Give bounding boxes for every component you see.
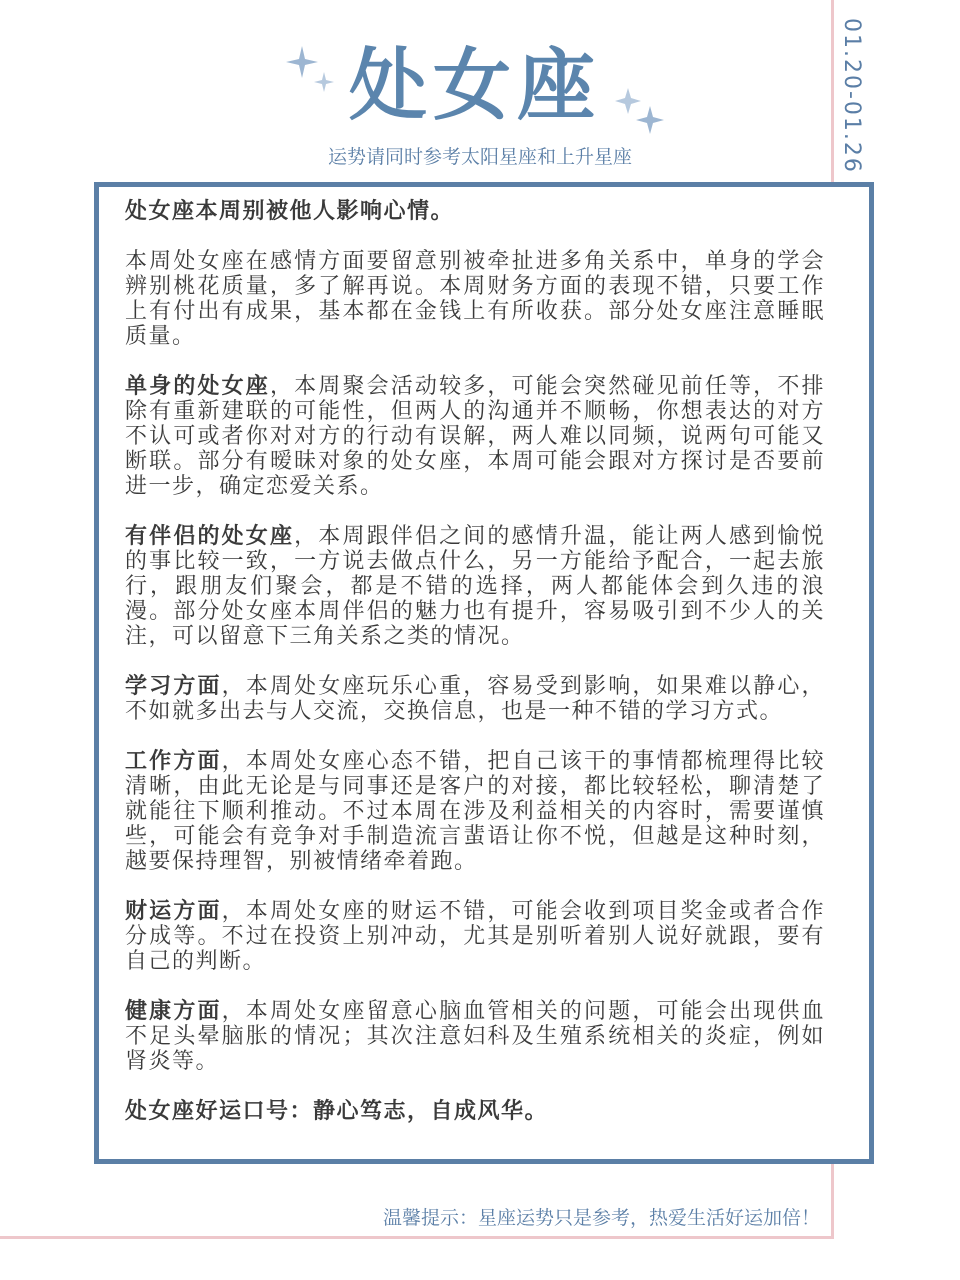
section-text: ，本周跟伴侣之间的感情升温，能让两人感到愉悦的事比较一致，一方说去做点什么，另一方能给予配合，一起去旅行，跟朋友们聚会，都是不错的选择，两人都能体会到久违的浪漫。部分处女座本周伴侣的魅力也有提升，容易吸引到不少人的关注，可以留意下三角关系之类的情况。 <box>125 524 825 649</box>
section-label: 学习方面 <box>125 674 222 699</box>
section-work <box>125 749 825 874</box>
headline: 处女座本周别被他人影响心情。 <box>125 199 455 224</box>
section-single <box>125 374 825 499</box>
horoscope-card <box>94 182 874 1164</box>
section-label: 单身的处女座 <box>125 374 270 399</box>
section-study <box>125 674 825 724</box>
horoscope-content <box>125 199 825 1149</box>
section-label: 财运方面 <box>125 899 222 924</box>
page-title: 处女座 <box>348 41 601 131</box>
sparkle-icon-right <box>612 84 668 140</box>
section-label: 健康方面 <box>125 999 222 1024</box>
section-text: ，本周处女座心态不错，把自己该干的事情都梳理得比较清晰，由此无论是与同事还是客户的对接，都比较轻松，聊清楚了就能往下顺利推动。不过本周在涉及利益相关的内容时，需要谨慎些，可能会有竞争对手制造流言蜚语让你不悦，但越是这种时刻，越要保持理智，别被情绪牵着跑。 <box>125 749 825 874</box>
section-label: 有伴侣的处女座 <box>125 524 295 549</box>
pink-horizontal-rule <box>0 1236 834 1239</box>
section-label: 工作方面 <box>125 749 222 774</box>
section-text: ，本周处女座的财运不错，可能会收到项目奖金或者合作分成等。不过在投资上别冲动，尤其是别听着别人说好就跟，要有自己的判断。 <box>125 899 825 974</box>
slogan: 处女座好运口号：静心笃志，自成风华。 <box>125 1099 549 1124</box>
section-wealth <box>125 899 825 974</box>
section-partner <box>125 524 825 649</box>
section-text: ，本周聚会活动较多，可能会突然碰见前任等，不排除有重新建联的可能性，但两人的沟通并不顺畅，你想表达的对方不认可或者你对对方的行动有误解，两人难以同频，说两句可能又断联。部分有暧昧对象的处女座，本周可能会跟对方探讨是否要前进一步，确定恋爱关系。 <box>125 374 825 499</box>
subtitle: 运势请同时参考太阳星座和上升星座 <box>327 146 632 168</box>
section-health <box>125 999 825 1074</box>
section-text: ，本周处女座留意心脑血管相关的问题，可能会出现供血不足头晕脑胀的情况；其次注意妇科及生殖系统相关的炎症，例如肾炎等。 <box>125 999 825 1074</box>
intro-paragraph: 本周处女座在感情方面要留意别被牵扯进多角关系中，单身的学会辨别桃花质量，多了解再说。本周财务方面的表现不错，只要工作上有付出有成果，基本都在金钱上有所收获。部分处女座注意睡眠质量。 <box>125 249 825 349</box>
date-range: 01.20-01.26 <box>839 18 864 174</box>
section-text: ，本周处女座玩乐心重，容易受到影响，如果难以静心，不如就多出去与人交流，交换信息，也是一种不错的学习方式。 <box>125 674 825 724</box>
footer-tip: 温馨提示：星座运势只是参考，热爱生活好运加倍！ <box>382 1207 820 1229</box>
